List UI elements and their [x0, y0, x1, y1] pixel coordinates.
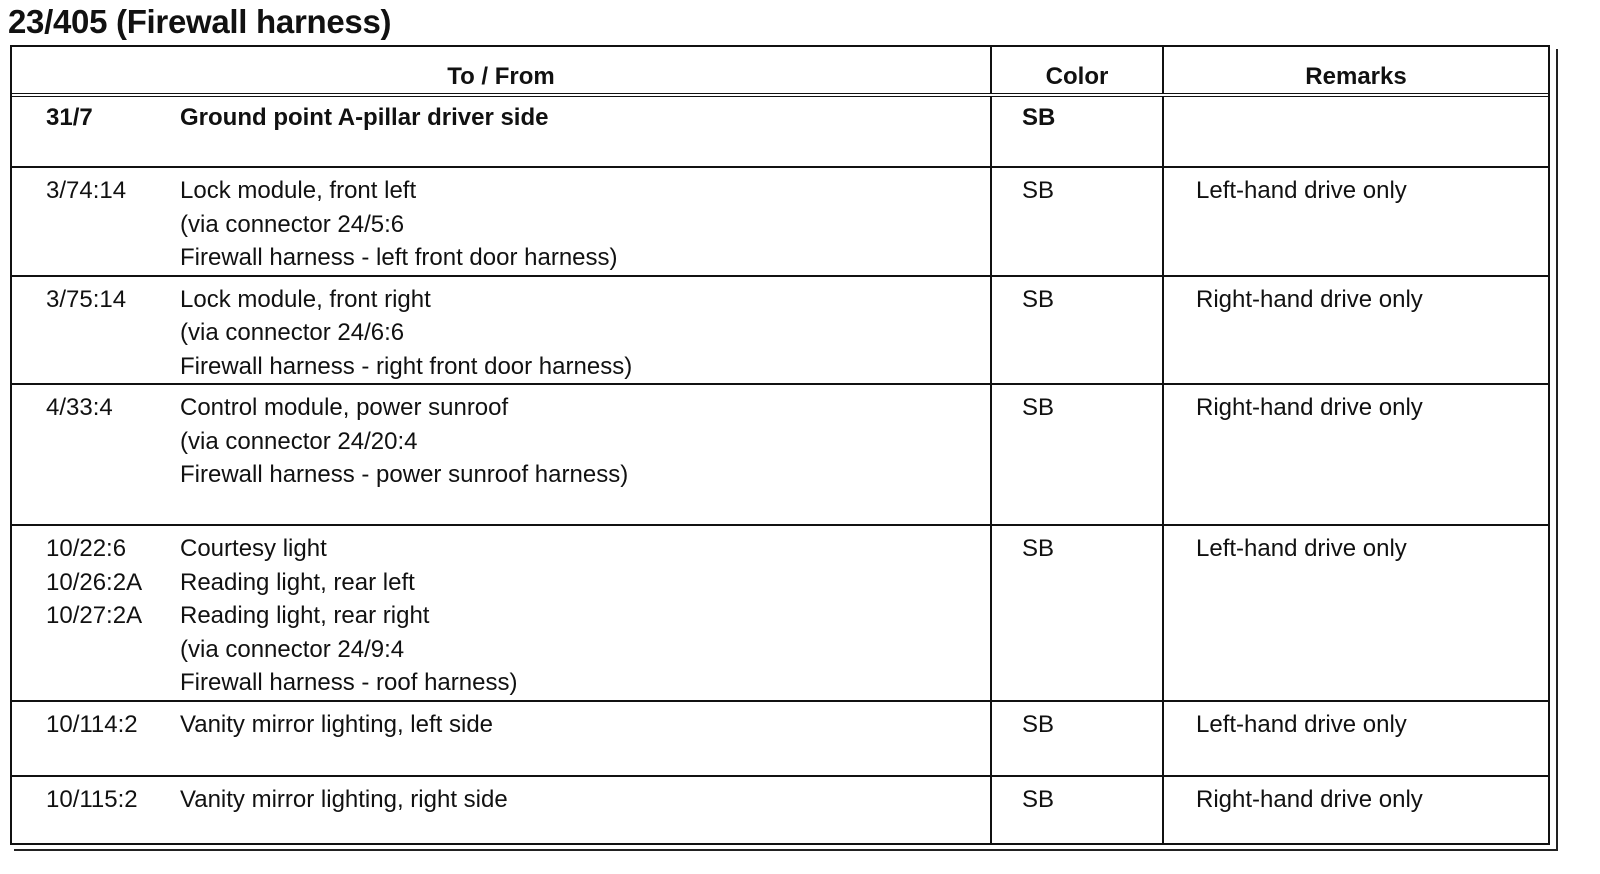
color-cell: SB [991, 276, 1163, 385]
description-line: Lock module, front left [180, 177, 417, 204]
description [180, 283, 990, 384]
connector-codes [12, 391, 180, 492]
remarks-cell: Left-hand drive only [1163, 701, 1548, 776]
connector-code: 3/75:14 [46, 285, 127, 313]
remarks-cell: Right-hand drive only [1163, 384, 1548, 525]
to-from-cell [12, 525, 991, 701]
connector-codes [12, 708, 180, 742]
description-line: Vanity mirror lighting, left side [180, 710, 494, 738]
description-line: Firewall harness - right front door harness) [180, 352, 633, 380]
description-line: Firewall harness - roof harness) [180, 669, 518, 696]
color-cell: SB [991, 95, 1163, 167]
connector-codes [12, 283, 180, 384]
table-row [12, 167, 1548, 276]
description-line: Reading light, rear right [180, 602, 430, 629]
header-remarks: Remarks [1163, 47, 1548, 95]
remarks-cell: Left-hand drive only [1163, 167, 1548, 276]
to-from-cell [12, 276, 991, 385]
header-to-from: To / From [12, 47, 991, 95]
connector-code: 10/27:2A [46, 602, 143, 629]
connector-codes [12, 783, 180, 817]
table-row [12, 384, 1548, 525]
harness-table [12, 47, 1548, 843]
description-line: Ground point A-pillar driver side [180, 104, 549, 131]
to-from-cell [12, 701, 991, 776]
description [180, 101, 990, 135]
description-line: Courtesy light [180, 535, 327, 562]
color-cell: SB [991, 701, 1163, 776]
color-cell: SB [991, 384, 1163, 525]
table-row [12, 701, 1548, 776]
connector-code: 31/7 [46, 104, 93, 131]
header-color: Color [991, 47, 1163, 95]
table-row [12, 776, 1548, 844]
to-from-cell [12, 384, 991, 525]
table-row [12, 525, 1548, 701]
table-row [12, 276, 1548, 385]
remarks-cell: Left-hand drive only [1163, 525, 1548, 701]
page-title: 23/405 (Firewall harness) [8, 3, 392, 40]
description [180, 391, 990, 492]
description-line: Firewall harness - left front door harness) [180, 244, 618, 271]
connector-code: 10/22:6 [46, 535, 127, 562]
description [180, 708, 990, 742]
description [180, 783, 990, 817]
remarks-cell: Right-hand drive only [1163, 776, 1548, 844]
color-cell: SB [991, 167, 1163, 276]
remarks-cell: Right-hand drive only [1163, 276, 1548, 385]
description-line: (via connector 24/6:6 [180, 319, 405, 346]
connector-code: 4/33:4 [46, 394, 113, 421]
connector-code: 3/74:14 [46, 177, 127, 204]
description [180, 174, 990, 275]
connector-code: 10/114:2 [46, 710, 138, 738]
description-line: (via connector 24/5:6 [180, 210, 405, 238]
connector-code: 10/26:2A [46, 568, 143, 596]
description-line: Reading light, rear left [180, 568, 415, 596]
description-line: Firewall harness - power sunroof harness) [180, 461, 629, 488]
table-row [12, 95, 1548, 167]
connector-code: 10/115:2 [46, 785, 138, 813]
table-header-row [12, 47, 1548, 95]
description-line: Control module, power sunroof [180, 394, 509, 421]
description-line: (via connector 24/20:4 [180, 427, 418, 455]
to-from-cell [12, 776, 991, 844]
harness-table-frame [10, 45, 1550, 845]
to-from-cell [12, 95, 991, 167]
description-line: Lock module, front right [180, 285, 431, 313]
description-line: (via connector 24/9:4 [180, 635, 405, 663]
connector-codes [12, 532, 180, 700]
description-line: Vanity mirror lighting, right side [180, 785, 508, 813]
remarks-cell [1163, 95, 1548, 167]
color-cell: SB [991, 776, 1163, 844]
connector-codes [12, 174, 180, 275]
description [180, 532, 990, 700]
to-from-cell [12, 167, 991, 276]
color-cell: SB [991, 525, 1163, 701]
connector-codes [12, 101, 180, 135]
